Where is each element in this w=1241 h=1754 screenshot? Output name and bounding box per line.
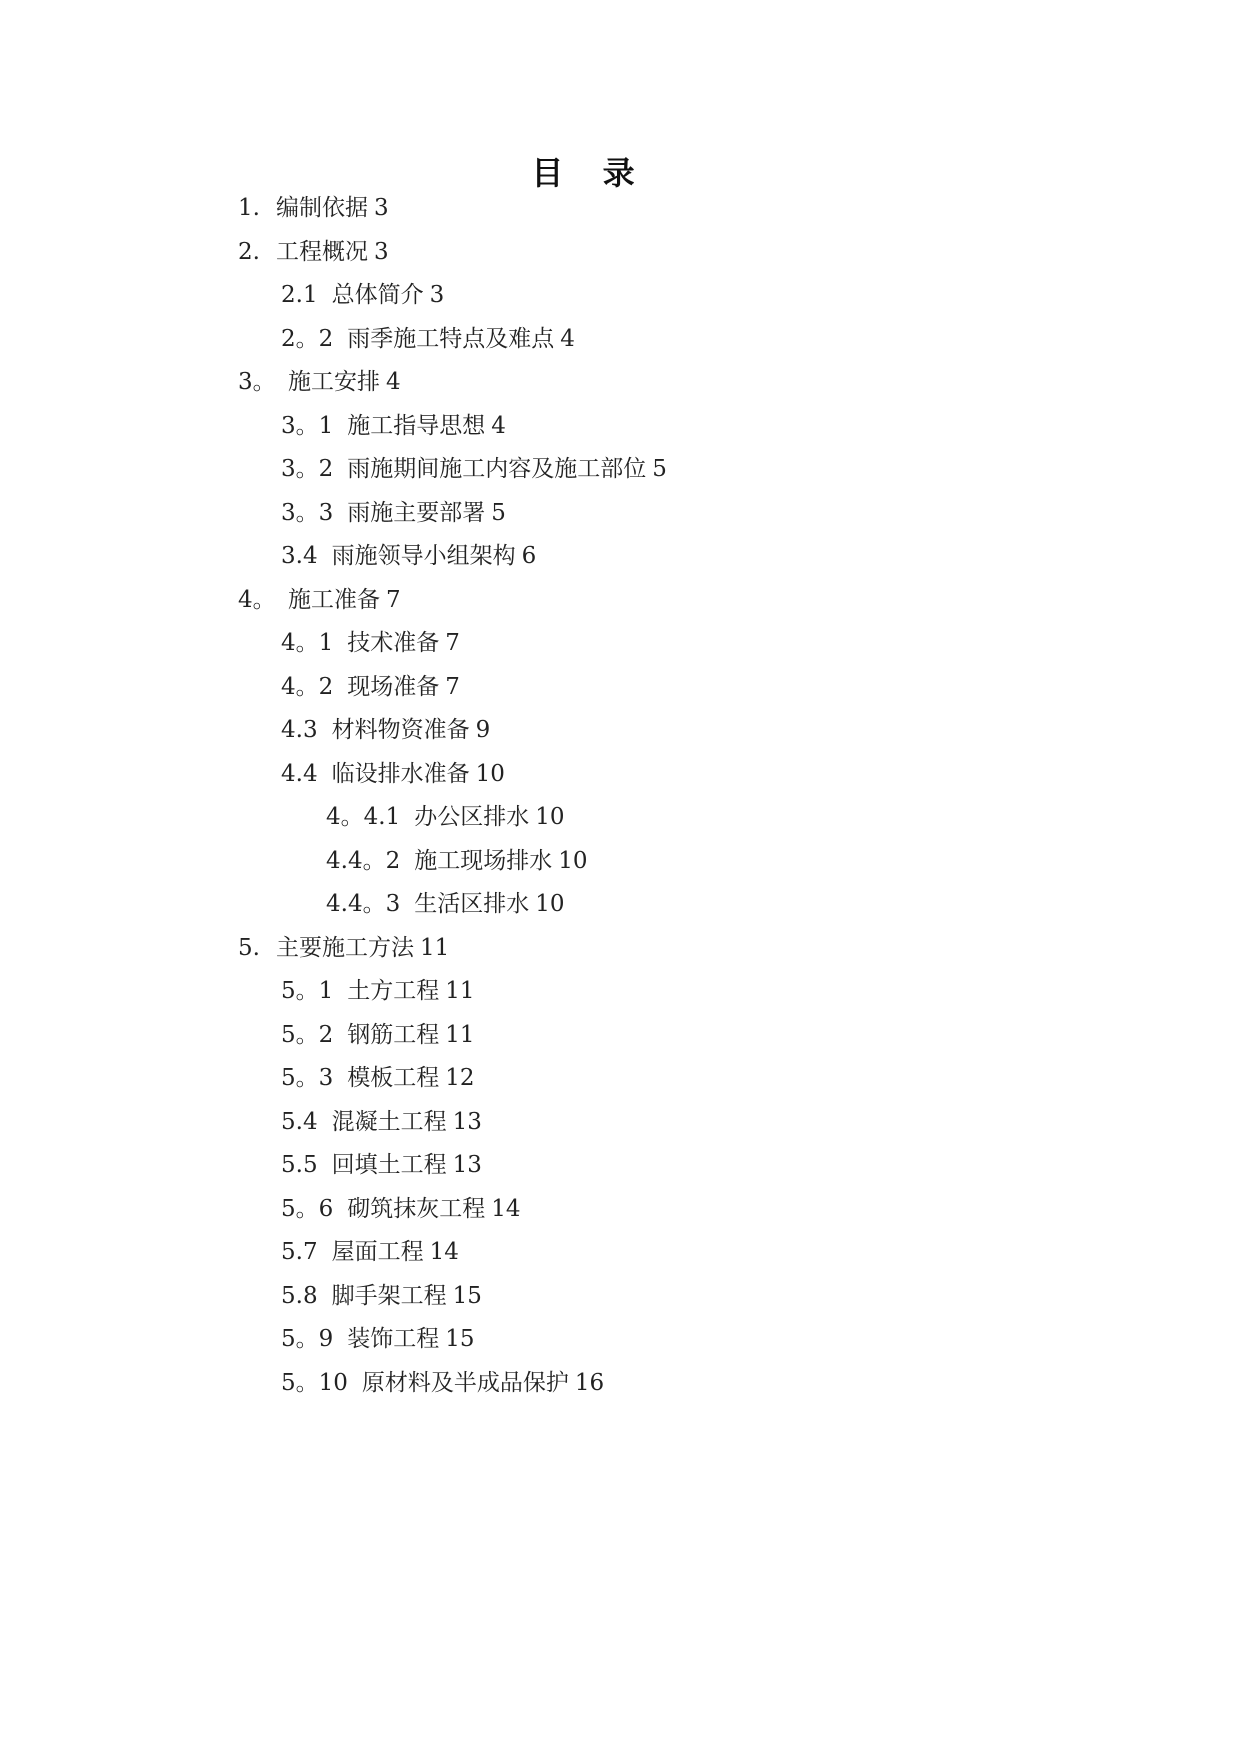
toc-entry-number: 4。1 xyxy=(281,630,334,656)
toc-entry-number: 2.1 xyxy=(281,282,318,308)
toc-entry-page-number: 5 xyxy=(652,456,667,482)
toc-entry[interactable] xyxy=(326,846,588,876)
toc-entry-title: 施工现场排水 xyxy=(414,847,553,874)
toc-entry-page-number: 12 xyxy=(445,1065,475,1091)
toc-entry-number: 4。 xyxy=(238,586,276,613)
toc-entry-title: 雨施期间施工内容及施工部位 xyxy=(347,456,647,482)
toc-entry-page-number: 4 xyxy=(560,325,575,352)
toc-entry-number: 5。10 xyxy=(281,1369,348,1396)
toc-entry-page-number: 14 xyxy=(491,1195,521,1222)
toc-entry[interactable] xyxy=(281,628,460,658)
toc-entry-number: 3。2 xyxy=(281,456,334,482)
toc-entry-title: 编制依据 xyxy=(276,195,368,221)
toc-entry-number: 4.3 xyxy=(281,717,318,743)
toc-entry-title: 装饰工程 xyxy=(347,1326,440,1352)
toc-entry-page-number: 14 xyxy=(429,1239,459,1265)
toc-entry-number: 5.7 xyxy=(281,1239,318,1265)
toc-entry-title: 技术准备 xyxy=(347,630,440,656)
toc-entry-title: 施工指导思想 xyxy=(347,412,486,439)
toc-entry-number: 3.4 xyxy=(281,543,318,569)
toc-entry-title: 雨季施工特点及难点 xyxy=(347,325,555,352)
toc-entry-page-number: 13 xyxy=(452,1108,482,1135)
toc-entry-title: 临设排水准备 xyxy=(331,760,470,787)
toc-entry-page-number: 7 xyxy=(386,586,401,613)
toc-entry[interactable] xyxy=(281,1150,482,1180)
toc-entry-number: 4.4。2 xyxy=(326,847,401,874)
toc-entry-number: 5。6 xyxy=(281,1195,334,1222)
toc-entry-number: 3。 xyxy=(238,369,276,395)
toc-entry-page-number: 4 xyxy=(491,412,506,439)
toc-entry-title: 材料物资准备 xyxy=(331,717,470,743)
toc-entry-title: 办公区排水 xyxy=(414,804,530,830)
toc-entry-title: 生活区排水 xyxy=(414,891,530,917)
toc-entry-number: 5。3 xyxy=(281,1065,334,1091)
toc-entry[interactable] xyxy=(281,280,444,310)
toc-entry-page-number: 10 xyxy=(558,847,588,874)
toc-entry[interactable] xyxy=(281,715,490,745)
toc-entry-page-number: 13 xyxy=(452,1152,482,1178)
toc-entry[interactable] xyxy=(281,672,460,702)
toc-entry-page-number: 7 xyxy=(445,630,460,656)
toc-entry[interactable] xyxy=(281,1020,475,1050)
toc-entry-page-number: 10 xyxy=(475,760,505,787)
toc-entry-page-number: 6 xyxy=(521,543,537,569)
toc-entry-page-number: 11 xyxy=(445,1021,475,1048)
page-title: 目 录 xyxy=(531,154,649,192)
toc-entry-number: 5.4 xyxy=(281,1108,318,1135)
toc-entry[interactable] xyxy=(281,1063,475,1093)
toc-entry-title: 总体简介 xyxy=(331,282,424,308)
toc-entry-page-number: 16 xyxy=(574,1369,605,1396)
toc-entry-number: 2. xyxy=(238,238,260,265)
toc-entry-number: 3。1 xyxy=(281,412,334,439)
toc-entry-number: 4。4.1 xyxy=(326,804,401,830)
toc-entry-title: 砌筑抹灰工程 xyxy=(347,1195,486,1222)
toc-entry-page-number: 11 xyxy=(445,978,475,1004)
toc-entry-page-number: 11 xyxy=(420,934,450,961)
toc-entry-page-number: 4 xyxy=(386,369,401,395)
toc-entry-page-number: 15 xyxy=(452,1282,482,1309)
toc-entry[interactable] xyxy=(238,367,401,397)
toc-entry[interactable] xyxy=(326,802,565,832)
toc-entry-number: 3。3 xyxy=(281,499,334,526)
toc-entry[interactable] xyxy=(238,237,389,267)
toc-entry-title: 施工准备 xyxy=(288,586,380,613)
toc-entry-title: 土方工程 xyxy=(347,978,440,1004)
toc-entry-title: 混凝土工程 xyxy=(331,1108,447,1135)
toc-entry-title: 屋面工程 xyxy=(331,1239,424,1265)
toc-entry-page-number: 3 xyxy=(374,238,389,265)
toc-entry[interactable] xyxy=(281,324,575,354)
toc-entry[interactable] xyxy=(281,1324,475,1354)
toc-entry-title: 施工安排 xyxy=(288,369,380,395)
toc-entry-title: 模板工程 xyxy=(347,1065,440,1091)
toc-entry-title: 雨施主要部署 xyxy=(347,499,486,526)
toc-entry[interactable] xyxy=(281,1368,604,1398)
toc-entry-number: 5。1 xyxy=(281,978,334,1004)
toc-entry-page-number: 7 xyxy=(445,673,460,700)
toc-entry-number: 5. xyxy=(238,934,260,961)
toc-entry[interactable] xyxy=(326,889,565,919)
toc-entry-page-number: 10 xyxy=(535,804,565,830)
toc-entry-title: 现场准备 xyxy=(347,673,440,700)
toc-entry-title: 原材料及半成品保护 xyxy=(361,1369,569,1396)
toc-entry-page-number: 10 xyxy=(535,891,565,917)
toc-entry-number: 4.4。3 xyxy=(326,891,401,917)
toc-entry[interactable] xyxy=(281,454,667,484)
toc-entry-page-number: 9 xyxy=(475,717,491,743)
toc-entry-number: 5。9 xyxy=(281,1326,334,1352)
toc-entry-title: 回填土工程 xyxy=(331,1152,447,1178)
toc-entry[interactable] xyxy=(281,498,506,528)
toc-entry-title: 钢筋工程 xyxy=(347,1021,440,1048)
toc-entry[interactable] xyxy=(281,759,505,789)
toc-entry[interactable] xyxy=(281,1107,482,1137)
toc-entry-page-number: 3 xyxy=(374,195,389,221)
toc-entry-page-number: 15 xyxy=(445,1326,475,1352)
toc-entry-page-number: 5 xyxy=(491,499,506,526)
toc-entry-number: 4.4 xyxy=(281,760,318,787)
toc-entry-title: 雨施领导小组架构 xyxy=(331,543,516,569)
toc-entry[interactable] xyxy=(281,1237,459,1267)
toc-entry[interactable] xyxy=(238,585,401,615)
toc-entry[interactable] xyxy=(281,541,536,571)
toc-entry-title: 工程概况 xyxy=(276,238,368,265)
toc-entry[interactable] xyxy=(238,933,449,963)
toc-entry[interactable] xyxy=(238,193,389,223)
toc-entry[interactable] xyxy=(281,411,506,441)
toc-entry-page-number: 3 xyxy=(429,282,445,308)
toc-entry-number: 5.5 xyxy=(281,1152,318,1178)
toc-entry[interactable] xyxy=(281,1281,482,1311)
toc-entry-number: 2。2 xyxy=(281,325,334,352)
toc-entry-title: 脚手架工程 xyxy=(331,1282,447,1309)
toc-entry-number: 4。2 xyxy=(281,673,334,700)
toc-entry-number: 1. xyxy=(238,195,260,221)
toc-entry-number: 5.8 xyxy=(281,1282,318,1309)
toc-entry-number: 5。2 xyxy=(281,1021,334,1048)
toc-entry-title: 主要施工方法 xyxy=(276,934,414,961)
toc-entry[interactable] xyxy=(281,1194,521,1224)
toc-entry[interactable] xyxy=(281,976,475,1006)
